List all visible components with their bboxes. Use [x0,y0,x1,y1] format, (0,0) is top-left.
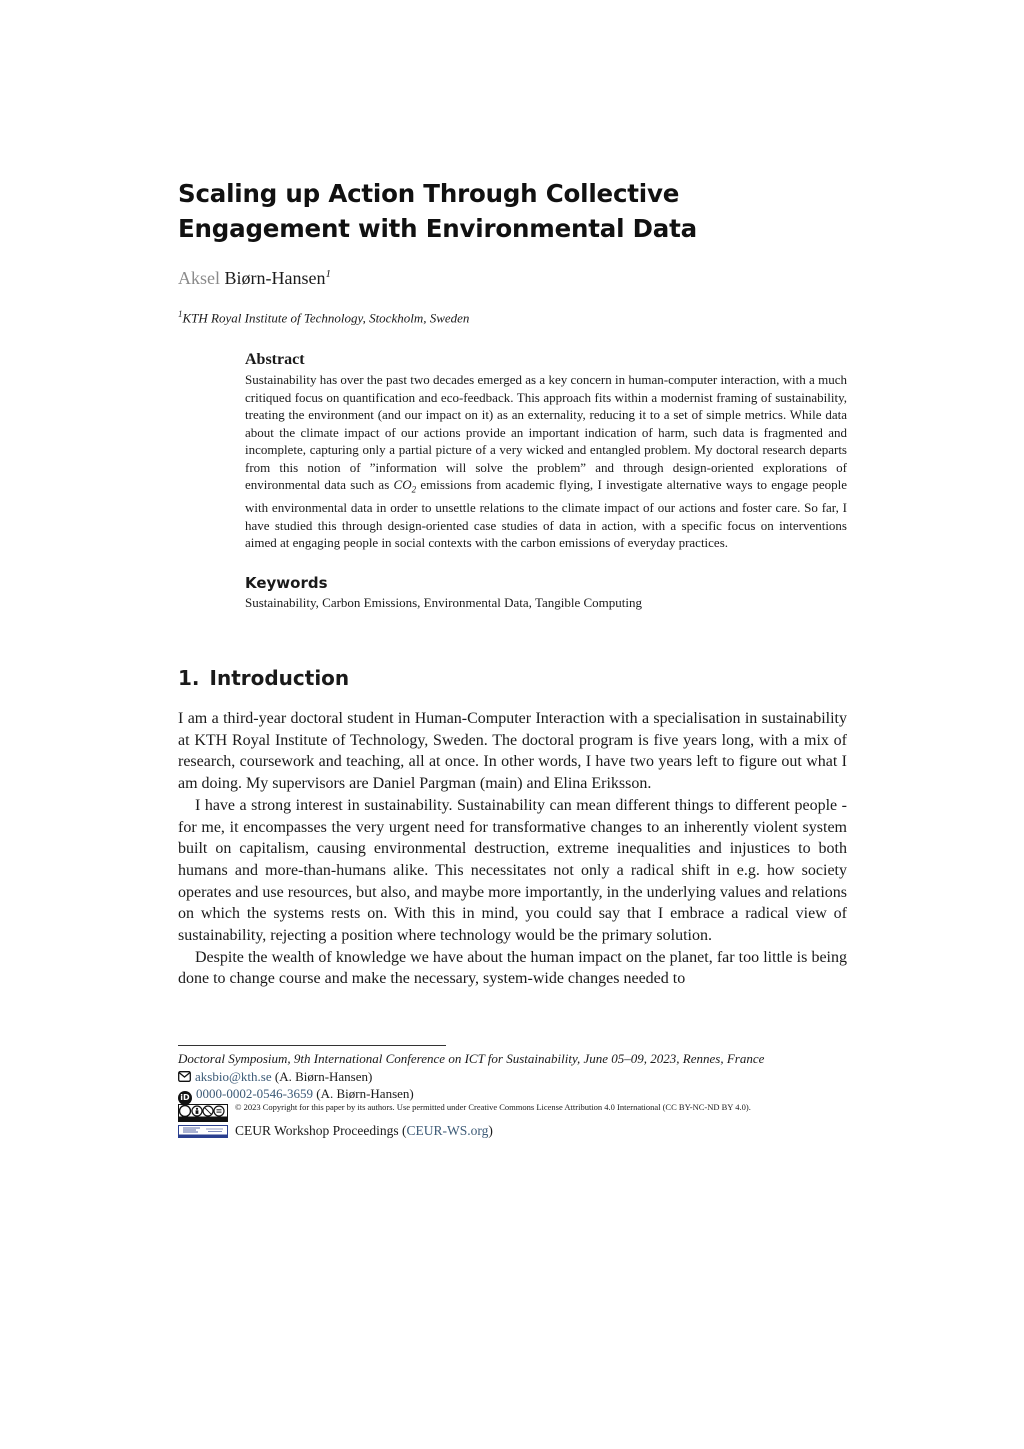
orcid-icon: iD [178,1091,192,1105]
ceur-suffix: ) [488,1123,493,1138]
co2-formula [393,477,417,495]
orcid-owner: (A. Biørn-Hansen) [316,1086,414,1101]
abstract-text-before: Sustainability has over the past two decades emerged as a key concern in human-computer interaction, with a much critiqued focus on quantification and eco-feedback. This approach fits within a modernist framing of sustainability, treating the environment (and our impact on it) as an externality, reducing it to a set of simple metrics. While data about the climate impact of our actions provide an important indication of harm, such data is fragmented and incomplete, capturing only a partial picture of a very wicked and entangled problem. My doctoral research departs from this notion of ”information will solve the problem” and through design-oriented explorations of environmental data such as [245,372,847,492]
introduction-body [178,708,847,990]
paper-title: Scaling up Action Through Collective Engagement with Environmental Data [178,179,697,243]
abstract-body [245,371,847,552]
envelope-icon [178,1071,191,1082]
abstract-text-after: emissions from academic flying, I investigate alternative ways to engage people with environmental data in order to unsettle relations to the climate impact of our actions and foster care. So far, I have studied this through design-oriented case studies of data in action, with a specific focus on interventions aimed at engaging people in social contexts with the carbon emissions of everyday practices. [245,477,847,551]
paragraph-1: I am a third-year doctoral student in Human-Computer Interaction with a specialisation in sustainability at KTH Royal Institute of Technology, Sweden. The doctoral program is five years long, with a mix of research, coursework and teaching, all at once. In other words, I have two years left to figure out what I am doing. My supervisors are Daniel Pargman (main) and Elina Eriksson. [178,710,847,793]
author-given-name: Aksel [178,268,220,288]
paragraph-3: Despite the wealth of knowledge we have about the human impact on the planet, far too little is being done to change course and make the necessary, system-wide changes needed to [178,948,847,988]
co2-subscript: 2 [411,484,417,495]
affiliation [178,305,469,327]
affiliation-mark: 1 [178,309,183,319]
footnote-email [178,1068,372,1085]
cc-license-badge-icon [178,1104,228,1122]
footnote-venue: Doctoral Symposium, 9th International Conference on ICT for Sustainability, June 05–09, 2023, Rennes, France [178,1051,765,1066]
ceur-link[interactable]: CEUR-WS.org [406,1123,489,1138]
keywords-list: Sustainability, Carbon Emissions, Environmental Data, Tangible Computing [245,595,642,610]
author-family-name: Biørn-Hansen [224,268,326,288]
orcid-link[interactable]: 0000-0002-0546-3659 [196,1086,313,1101]
section-number: 1. [178,666,200,690]
ceur-prefix: CEUR Workshop Proceedings ( [235,1123,407,1138]
email-owner: (A. Biørn-Hansen) [274,1069,373,1084]
section-heading [178,664,349,692]
abstract-heading: Abstract [245,351,305,368]
keywords-heading: Keywords [245,574,328,592]
ceur-proceedings [235,1122,493,1140]
affiliation-text: KTH Royal Institute of Technology, Stockholm, Sweden [182,310,470,326]
email-link[interactable]: aksbio@kth.se [195,1069,272,1084]
section-title: Introduction [209,666,350,690]
footnote-rule [178,1045,446,1046]
license-text: © 2023 Copyright for this paper by its authors. Use permitted under Creative Commons License Attribution 4.0 International (CC BY-NC-ND BY 4.0). [235,1102,751,1112]
author-line [178,262,331,290]
ceur-logo-icon [178,1125,228,1138]
paragraph-2: I have a strong interest in sustainability. Sustainability can mean different things to different people - for me, it encompasses the very urgent need for transformative changes to an inherently violent system built on capitalism, causing environmental destruction, extreme inequalities and injustices to both humans and more-than-humans alike. This necessitates not only a radical shift in e.g. how society operates and use resources, but also, and maybe more importantly, in the underlying values and relations on which the systems rests on. With this in mind, you could say that I embrace a radical view of sustainability, rejecting a position where technology would be the primary solution. [178,796,847,945]
co2-base: CO [393,477,412,492]
author-affiliation-mark: 1 [325,268,331,280]
